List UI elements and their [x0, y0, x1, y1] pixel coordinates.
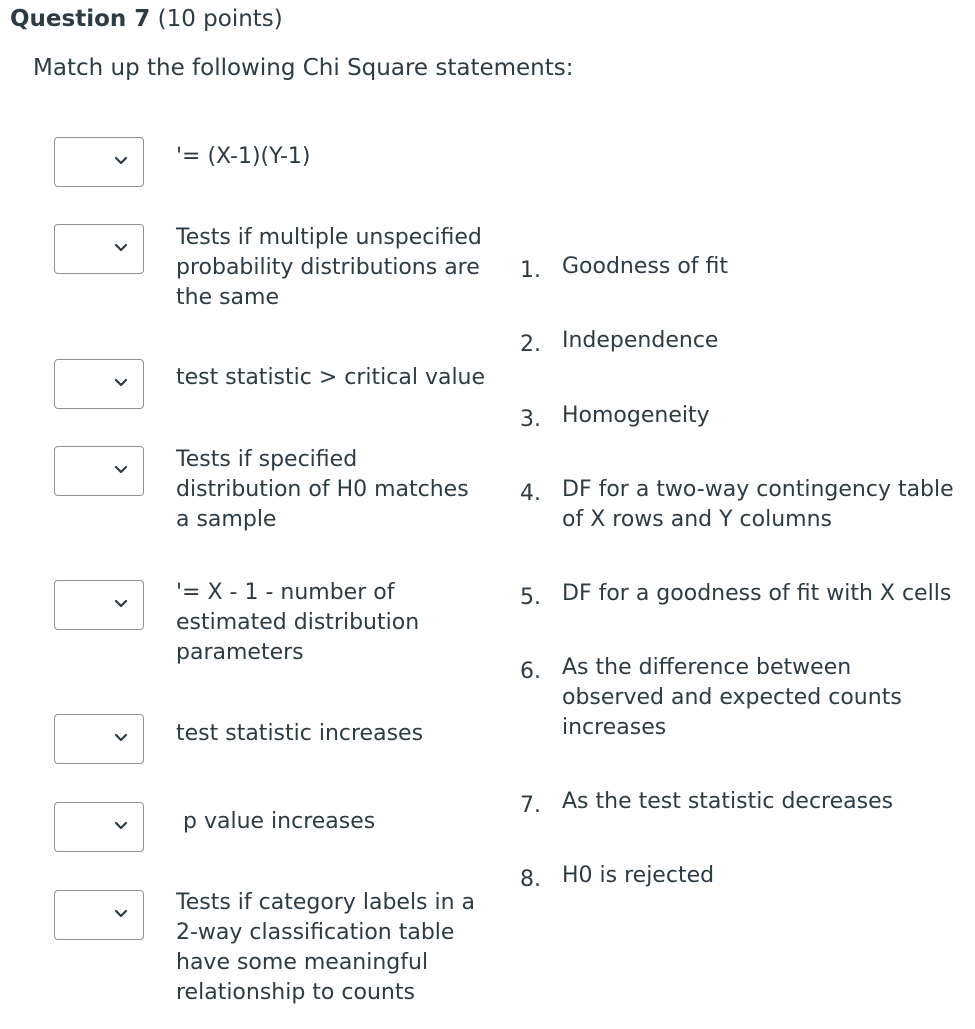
chevron-down-icon	[113, 462, 129, 478]
answer-item-8	[520, 861, 972, 895]
answer-text: DF for a goodness of fit with X cells	[562, 581, 952, 606]
chevron-down-icon	[113, 375, 129, 391]
answer-number: 2.	[520, 332, 541, 357]
answer-item-5	[520, 579, 972, 613]
statement-8: Tests if category labels in a 2-way classification table have some meaningful relationship to counts	[176, 890, 476, 1005]
statement-4: Tests if specified distribution of H0 matches a sample	[176, 447, 469, 532]
chevron-down-icon	[113, 240, 129, 256]
answer-item-4	[520, 475, 972, 535]
answer-text: DF for a two-way contingency table of X rows and Y columns	[562, 477, 954, 532]
answer-item-1	[520, 252, 972, 286]
match-select-3[interactable]	[54, 359, 144, 409]
answer-text: H0 is rejected	[562, 863, 715, 888]
answer-number: 3.	[520, 407, 541, 432]
answer-text: Homogeneity	[562, 403, 710, 428]
statement-2: Tests if multiple unspecified probability distributions are the same	[176, 225, 482, 310]
answer-number: 5.	[520, 585, 541, 610]
question-header	[10, 6, 283, 32]
answer-number: 8.	[520, 867, 541, 892]
answer-number: 7.	[520, 793, 541, 818]
answer-number: 6.	[520, 659, 541, 684]
question-title: Question 7	[10, 6, 151, 32]
answer-text: As the test statistic decreases	[562, 789, 894, 814]
chevron-down-icon	[113, 818, 129, 834]
match-select-2[interactable]	[54, 224, 144, 274]
match-select-5[interactable]	[54, 580, 144, 630]
chevron-down-icon	[113, 906, 129, 922]
answer-item-6	[520, 653, 912, 743]
answer-number: 4.	[520, 481, 541, 506]
statement-5: '= X - 1 - number of estimated distribution parameters	[176, 580, 420, 665]
answer-item-7	[520, 787, 972, 821]
statement-6: test statistic increases	[176, 721, 424, 746]
match-select-8[interactable]	[54, 890, 144, 940]
match-select-6[interactable]	[54, 714, 144, 764]
question-prompt: Match up the following Chi Square statements:	[33, 55, 574, 81]
chevron-down-icon	[113, 596, 129, 612]
answer-text: Goodness of fit	[562, 254, 729, 279]
statement-1: '= (X-1)(Y-1)	[176, 144, 311, 169]
match-select-4[interactable]	[54, 446, 144, 496]
answer-number: 1.	[520, 258, 541, 283]
chevron-down-icon	[113, 730, 129, 746]
statement-3: test statistic > critical value	[176, 365, 486, 390]
answer-text: As the difference between observed and expected counts increases	[562, 655, 902, 740]
answer-item-3	[520, 401, 972, 435]
statement-7: p value increases	[176, 809, 376, 834]
question-points: (10 points)	[157, 6, 283, 32]
answer-text: Independence	[562, 328, 719, 353]
match-select-1[interactable]	[54, 137, 144, 187]
match-select-7[interactable]	[54, 802, 144, 852]
chevron-down-icon	[113, 153, 129, 169]
answer-item-2	[520, 326, 972, 360]
